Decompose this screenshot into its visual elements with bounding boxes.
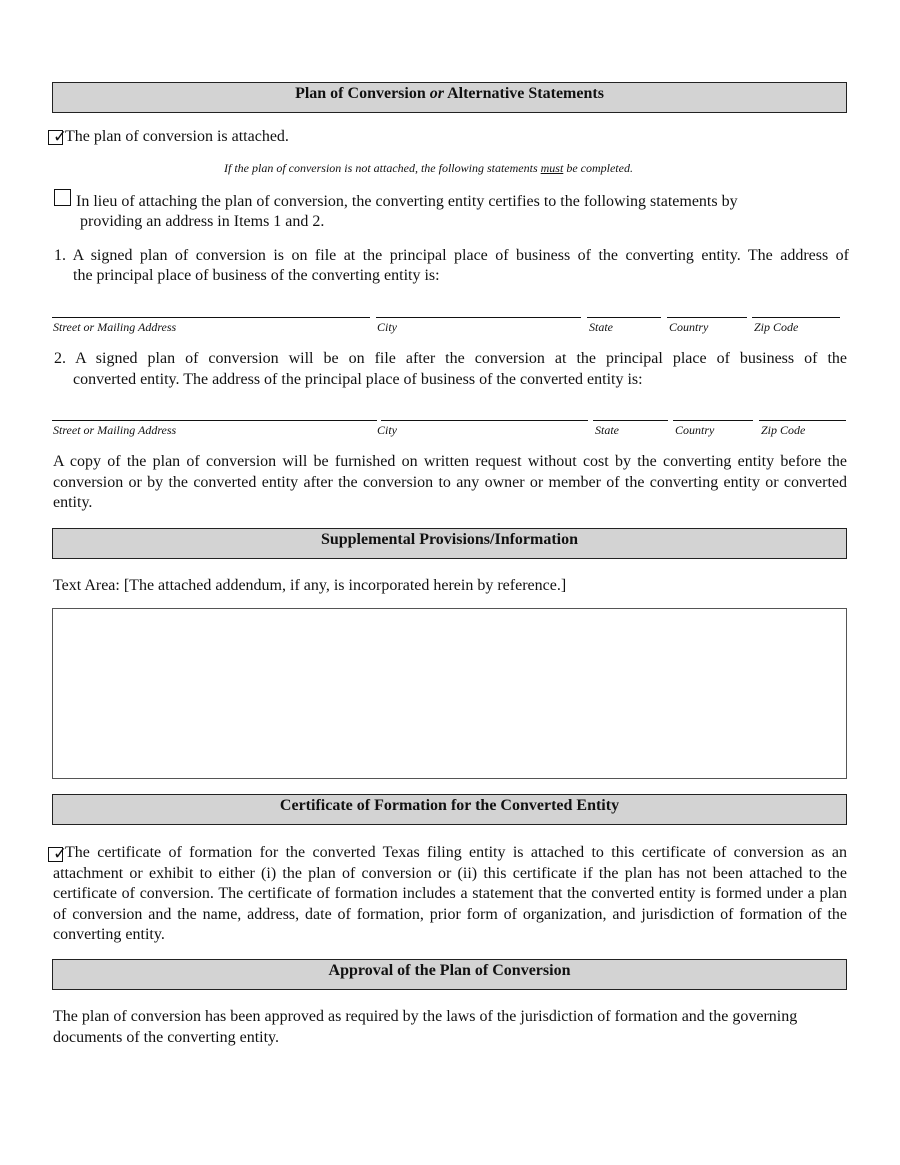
- item2-city-label: City: [377, 423, 397, 437]
- plan-attached-checkbox[interactable]: [48, 127, 68, 147]
- item1-state-line[interactable]: [587, 317, 661, 318]
- certificate-section-header: Certificate of Formation for the Converted Entity: [52, 794, 847, 825]
- item2-zip-label: Zip Code: [761, 423, 806, 437]
- plan-note: [224, 161, 633, 175]
- plan-title-part1: Plan of Conversion: [295, 85, 430, 102]
- check-mark-icon: ✓: [53, 127, 68, 147]
- item2-street-label: Street or Mailing Address: [53, 423, 177, 437]
- certificate-statement: The certificate of formation for the converted Texas filing entity is attached to this certificate of conversion as an attachment or exhibit to either (i) the plan of conversion or (ii) this certificate if the plan has not been attached to the certificate of conversion. The certificate of formation includes a statement that the converted entity is formed under a plan of conversion and the name, address, date of formation, prior form of organization, and jurisdiction of formation of the converting entity.: [53, 844, 847, 943]
- plan-note-must: must: [540, 161, 564, 175]
- item1-zip-line[interactable]: [752, 317, 840, 318]
- plan-attached-label: The plan of conversion is attached.: [65, 128, 289, 145]
- plan-title-or: or: [429, 85, 444, 102]
- plan-title-part2: Alternative Statements: [443, 85, 604, 102]
- in-lieu-checkbox[interactable]: [54, 189, 71, 206]
- approval-section-header: Approval of the Plan of Conversion: [52, 959, 847, 990]
- item1-country-line[interactable]: [667, 317, 747, 318]
- item1-state-label: State: [589, 320, 613, 334]
- plan-section-header: [52, 82, 847, 113]
- plan-note-part2: be completed.: [563, 161, 633, 175]
- item2-city-line[interactable]: [381, 420, 588, 421]
- item2-state-label: State: [595, 423, 619, 437]
- item1-zip-label: Zip Code: [754, 320, 799, 334]
- supplemental-section-header: Supplemental Provisions/Information: [52, 528, 847, 559]
- supplemental-text-area[interactable]: [52, 608, 847, 779]
- item2-country-line[interactable]: [673, 420, 753, 421]
- item1-line2: the principal place of business of the converting entity is:: [73, 267, 440, 284]
- item2-state-line[interactable]: [593, 420, 668, 421]
- item2-country-label: Country: [675, 423, 715, 437]
- item1-street-line[interactable]: [52, 317, 370, 318]
- check-mark-icon: ✓: [53, 844, 68, 864]
- in-lieu-line1: In lieu of attaching the plan of conversion, the converting entity certifies to the following statements by: [76, 193, 738, 210]
- copy-statement: A copy of the plan of conversion will be furnished on written request without cost by the converting entity before the conversion or by the converted entity after the conversion to any owner or member of the converting entity or converted entity.: [53, 453, 847, 511]
- text-area-label: Text Area: [The attached addendum, if any, is incorporated herein by reference.]: [53, 577, 567, 594]
- plan-note-part1: If the plan of conversion is not attached, the following statements: [224, 161, 541, 175]
- item1-street-label: Street or Mailing Address: [53, 320, 177, 334]
- item1-line1: 1. A signed plan of conversion is on file at the principal place of business of the converting entity. The address of: [54, 247, 849, 264]
- item2-zip-line[interactable]: [759, 420, 846, 421]
- item2-street-line[interactable]: [52, 420, 377, 421]
- item1-city-label: City: [377, 320, 397, 334]
- item2-line1: 2. A signed plan of conversion will be on file after the conversion at the principal place of business of the: [54, 350, 847, 367]
- item1-city-line[interactable]: [376, 317, 581, 318]
- in-lieu-line2: providing an address in Items 1 and 2.: [80, 213, 325, 230]
- item1-country-label: Country: [669, 320, 709, 334]
- approval-statement: The plan of conversion has been approved as required by the laws of the jurisdiction of formation and the governing documents of the converting entity.: [53, 1008, 798, 1046]
- item2-line2: converted entity. The address of the principal place of business of the converted entity is:: [73, 371, 643, 388]
